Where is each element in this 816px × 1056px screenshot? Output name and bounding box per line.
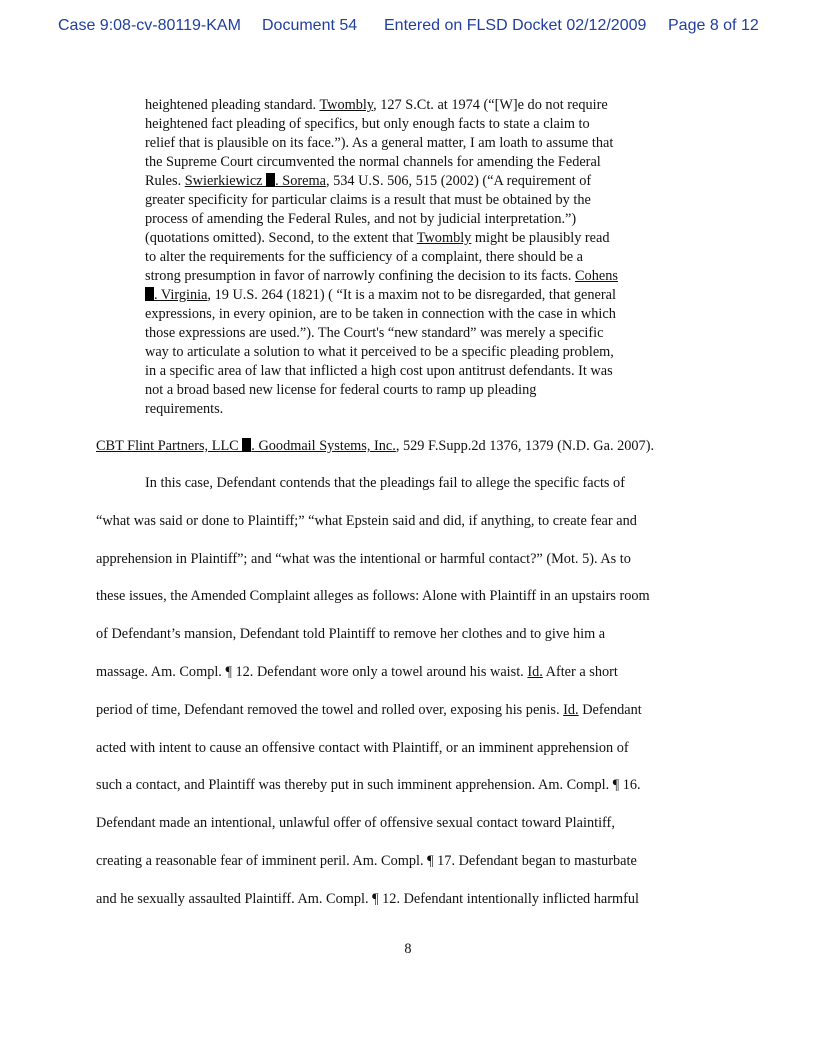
quote-line — [145, 172, 685, 191]
quote-text: , 534 U.S. 506, 515 (2002) (“A requirement of — [325, 173, 592, 189]
quote-line: those expressions are used.”). The Court's “new standard” was merely a specific — [145, 325, 604, 341]
quote-line — [145, 286, 685, 305]
quote-line: way to articulate a solution to what it perceived to be a specific pleading problem, — [145, 344, 614, 360]
body-line: creating a reasonable fear of imminent peril. Am. Compl. ¶ 17. Defendant began to masturbate — [96, 852, 637, 869]
quote-line — [145, 229, 685, 248]
case-name-part: CBT Flint Partners, LLC — [96, 438, 243, 454]
quote-text: (quotations omitted). Second, to the extent that — [145, 230, 417, 246]
body-line — [96, 701, 736, 739]
case-citation-swierkiewicz — [185, 173, 326, 189]
redaction-mark — [266, 173, 275, 187]
body-text: Defendant — [578, 701, 642, 718]
case-number: Case 9:08-cv-80119-KAM — [58, 17, 241, 34]
source-citation — [96, 437, 736, 456]
quote-line: greater specificity for particular claims is a result that must be obtained by the — [145, 192, 591, 208]
quote-line: relief that is plausible on its face.”). As a general matter, I am loath to assume that — [145, 135, 614, 151]
body-line: “what was said or done to Plaintiff;” “what Epstein said and did, if anything, to create fear and — [96, 512, 637, 529]
body-text: period of time, Defendant removed the towel and rolled over, exposing his penis. — [96, 701, 564, 718]
body-line: apprehension in Plaintiff”; and “what was the intentional or harmful contact?” (Mot. 5). As to — [96, 550, 631, 567]
case-name-part: . Goodmail Systems, Inc. — [251, 438, 396, 454]
body-line: acted with intent to cause an offensive contact with Plaintiff, or an imminent apprehension of — [96, 739, 629, 756]
citation-reporter: , 529 F.Supp.2d 1376, 1379 (N.D. Ga. 2007). — [395, 438, 655, 454]
quote-line: expressions, in every opinion, are to be taken in connection with the case in which — [145, 306, 616, 322]
body-line: such a contact, and Plaintiff was thereby put in such imminent apprehension. Am. Compl. ¶ 16. — [96, 777, 641, 794]
quote-line: the Supreme Court circumvented the normal channels for amending the Federal — [145, 154, 601, 170]
body-paragraph — [96, 474, 736, 928]
quote-text: strong presumption in favor of narrowly confining the decision to its facts. — [145, 268, 576, 284]
redaction-mark — [145, 287, 154, 301]
case-name-part: Swierkiewicz — [184, 173, 267, 189]
body-text: After a short — [542, 663, 618, 680]
page-count: Page 8 of 12 — [668, 17, 759, 34]
redaction-mark — [242, 438, 251, 452]
case-citation-virginia — [145, 287, 207, 303]
quote-line: not a broad based new license for federal courts to ramp up pleading — [145, 382, 537, 398]
case-name-part: . Sorema — [275, 173, 326, 189]
docket-entry-date: Entered on FLSD Docket 02/12/2009 — [384, 17, 647, 34]
quote-text: might be plausibly read — [471, 230, 610, 246]
body-line: of Defendant’s mansion, Defendant told Plaintiff to remove her clothes and to give him a — [96, 626, 606, 643]
id-citation: Id. — [563, 701, 579, 718]
body-line: Defendant made an intentional, unlawful offer of offensive sexual contact toward Plaintiff, — [96, 815, 615, 832]
quote-line: process of amending the Federal Rules, and not by judicial interpretation.”) — [145, 211, 577, 227]
quote-line — [145, 267, 685, 286]
quote-text: , 127 S.Ct. at 1974 (“[W]e do not require — [373, 97, 608, 113]
case-name-part: . Virginia — [154, 287, 208, 303]
id-citation: Id. — [527, 663, 543, 680]
quote-line: in a specific area of law that inflicted a high cost upon antitrust defendants. It was — [145, 363, 613, 379]
case-name-cbt-flint — [96, 438, 396, 454]
docket-header — [0, 17, 816, 39]
body-line: and he sexually assaulted Plaintiff. Am. Compl. ¶ 12. Defendant intentionally inflicted harmful — [96, 890, 640, 907]
quote-line: requirements. — [145, 401, 224, 417]
quote-text: , 19 U.S. 264 (1821) ( “It is a maxim not to be disregarded, that general — [207, 287, 616, 303]
quote-line: heightened fact pleading of specifics, but only enough facts to state a claim to — [145, 116, 590, 132]
body-text: massage. Am. Compl. ¶ 12. Defendant wore only a towel around his waist. — [96, 663, 528, 680]
quote-text: Rules. — [145, 173, 185, 189]
case-citation-cohens: Cohens — [575, 268, 618, 284]
case-citation-twombly: Twombly — [416, 230, 472, 246]
page-number: 8 — [404, 941, 412, 957]
quote-text: heightened pleading standard. — [145, 97, 320, 113]
document-number: Document 54 — [262, 17, 358, 34]
quote-line — [145, 96, 685, 115]
case-citation-twombly: Twombly — [319, 97, 374, 113]
quote-line: to alter the requirements for the sufficiency of a complaint, there should be a — [145, 249, 584, 265]
body-line: these issues, the Amended Complaint alleges as follows: Alone with Plaintiff in an upstairs room — [96, 588, 650, 605]
body-line: In this case, Defendant contends that the pleadings fail to allege the specific facts of — [145, 475, 625, 491]
body-line — [96, 663, 736, 701]
block-quote — [145, 96, 685, 419]
